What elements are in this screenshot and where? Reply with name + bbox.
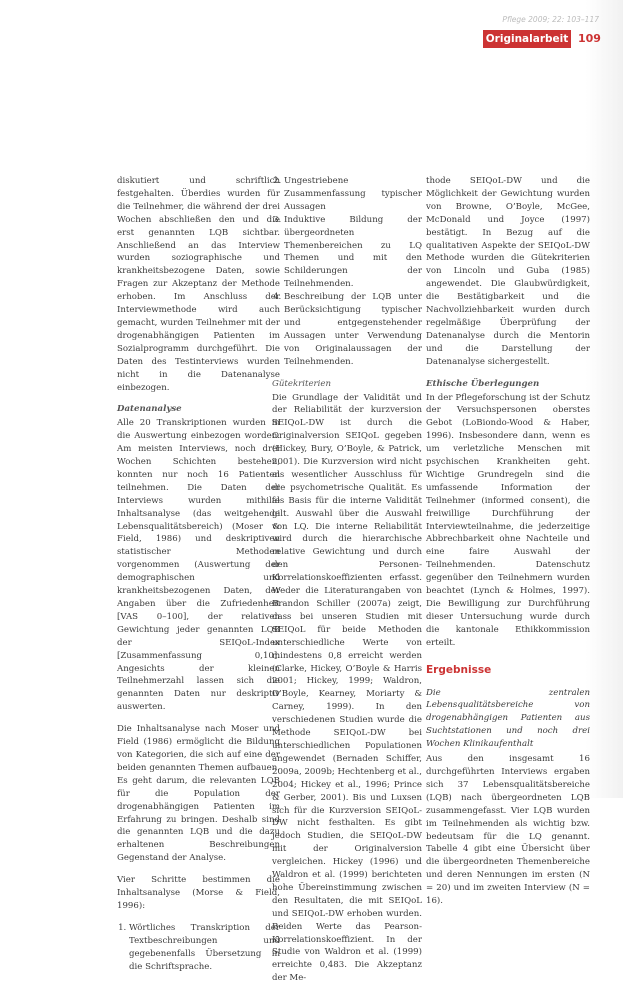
paragraph: Die Inhaltsanalyse nach Moser und Field (1986) ermöglicht die Bildung von Kategorien, die sich auf eine der beiden genannten Themen aufbauen. Es geht darum, die relevanten LQB für die Population der drogenabhängigen Patienten im Erfahrung zu bringen. Deshalb sind die genannten LQB und die dazu erhaltenen Beschreibungen Gegenstand der Analyse. [117, 724, 280, 864]
section-label: Originalarbeit [483, 30, 571, 48]
paragraph: Die Grundlage der Validität und der Reliabilität der kurzversion SEIQoL-DW ist durch die Originalversion SEIQoL gegeben (Hickey, Bury, O’Boyle, & Patrick, 2001). Die Kurzversion wird nicht als wesentlicher Ausschluss für die psychometrische Qualität. Es als Basis für die interne Validität gilt. Auswahl über die Auswahl von LQ. Die interne Reliabilität wird durch die hierarchische relative Gewichtung und durch den Personen-Korrelationskoeffizienten erfasst. Weder die Literaturangaben von Brandon Schiller (2007a) zeigt, dass bei unseren Studien mit SEIQoL für beide Methoden unterschiedliche Werte von mindestens 0,8 erreicht werden (Clarke, Hickey, O’Boyle & Harris 2001; Hickey, 1999; Waldron, O’Boyle, Kearney, Moriarty & Carney, 1999). In den verschiedenen Studien wurde die Methode SEIQoL-DW bei unterschiedlichen Populationen angewendet (Bernaden Schiffer, 2009a, 2009b; Hechtenberg et al., 2004; Hickey et al., 1996; Prince & Gerber, 2001). Bis und Luxsen sich für die Kurzversion SEIQoL-DW nicht festhalten. Es gibt jedoch Studien, die SEIQoL-DW mit der Originalversion vergleichen. Hickey (1996) und Waldron et al. (1999) berichteten hohe Übereinstimmung zwischen den Resultaten, die mit SEIQoL und SEIQoL-DW erhoben wurden. Beiden Werte das Pearson-Korrelationskoeffizient. In der Studie von Waldron et al. (1999) erreichte 0,483. Die Akzeptanz der Me- [272, 392, 422, 984]
paragraph: Aus den insgesamt 16 durchgeführten Interviews ergaben sich 37 Lebensqualitätsbereiche (LQB) nach übergeordneten LQB zusammengefasst. Vier LQB wurden im Teilnehmenden als wichtig bzw. bedeutsam für die LQ genannt. Tabelle 4 gibt eine Übersicht über die übergeordneten Themenbereiche und deren Nennungen im ersten (N = 20) und im zweiten Interview (N = 16). [426, 754, 590, 907]
list-item: 4. Beschreibung der LQB unter Berücksichtigung typischer und entgegenstehender Aussagen unter Verwendung von Originalaussagen der Teilnehmenden. [284, 291, 422, 368]
analysis-steps-list [117, 922, 280, 974]
section-heading-ergebnisse: Ergebnisse [426, 663, 492, 676]
text-column-left [117, 175, 280, 982]
paragraph: Alle 20 Transkriptionen wurden in die Auswertung einbezogen worden. Am meisten Interviews, noch drei Wochen Schichten bestehen, konnten nur noch 16 Patienten teilnehmen. Die Daten der Interviews wurden mithilfe Inhaltsanalyse (das weitgehende Lebensqualitätsbereich) (Moser & Field, 1986) und deskriptiven statistischer Methoden vorgenommen (Auswertung der demographischen und krankheitsbezogenen Daten, der Angaben über die Zufriedenheit [VAS 0–100], der relativen Gewichtung jeder genannten LQB der SEIQoL-Index [Zusammenfassung 0,10]. Angesichts der kleinen Teilnehmerzahl lassen sich die genannten Daten nur deskriptiv auswerten. [117, 418, 280, 713]
analysis-steps-list-continued [272, 175, 422, 369]
text-column-middle [272, 175, 422, 994]
section-heading-ethik: Ethische Überlegungen [426, 378, 540, 389]
paragraph: Vier Schritte bestimmen die Inhaltsanalyse (Morse & Field, 1996): [117, 875, 280, 911]
text-column-right [426, 175, 590, 917]
section-heading-guetekriterien: Gütekriterien [272, 378, 332, 389]
list-item: 2. Ungestriebene Zusammenfassung typischer Aussagen [284, 175, 422, 214]
page-number: 109 [578, 32, 601, 45]
list-item: 1. Wörtliches Transkription der Textbeschreibungen und gegebenenfalls Übersetzung in die Schriftsprache. [129, 922, 280, 974]
paragraph: In der Pflegeforschung ist der Schutz der Versuchspersonen oberstes Gebot (LoBiondo-Wood & Haber, 1996). Insbesondere dann, wenn es um verletzliche Menschen mit psychischen Krankheiten geht. Wichtige Grundregeln sind die umfassende Information der Teilnehmer (informed consent), die freiwillige Durchführung der Interviewteilnahme, die jederzeitige Abbrechbarkeit ohne Nachteile und eine faire Auswahl der Teilnehmenden. Datenschutz gegenüber den Teilnehmern wurden beachtet (Lynch & Holmes, 1997). Die Bewilligung zur Durchführung dieser Untersuchung wurde durch die kantonale Ethikkommission erteilt. [426, 392, 590, 648]
subheading-lebensqualitaet: Die zentralen Lebensqualitätsbereiche von drogenabhängigen Patienten aus Suchtstationen und noch drei Wochen Klinikaufenthalt [426, 687, 590, 750]
paragraph: diskutiert und schriftlich festgehalten. Überdies wurden für die Teilnehmer, die während der drei Wochen abschließen den und die erst genannten LQB sichtbar. Anschließend an das Interview wurden soziographische und krankheitsbezogene Daten, sowie Fragen zur Akzeptanz der Methode erhoben. Im Anschluss der Interviewmethode wird auch gemacht, wurden Teilnehmer mit der drogenabhängigen Patienten im Sozialprogramm durchgeführt. Die Daten des Testinterviews wurden nicht in die Datenanalyse einbezogen. [117, 176, 280, 393]
paragraph: thode SEIQoL-DW und die Möglichkeit der Gewichtung wurden von Browne, O’Boyle, McGee, McDonald und Joyce (1997) bestätigt. In Bezug auf die qualitativen Aspekte der SEIQoL-DW Methode wurden die Gütekriterien von Lincoln und Guba (1985) angewendet. Die Glaubwürdigkeit, die Bestätigbarkeit und die Nachvollziehbarkeit wurden durch regelmäßige Überprüfung der Datenanalyse durch die Mentorin und die Darstellung der Datenanalyse sichergestellt. [426, 176, 590, 367]
list-item: 3. Induktive Bildung der übergeordneten Themenbereichen zu LQ Themen und mit den Schilderungen der Teilnehmenden. [284, 214, 422, 291]
journal-reference: Pflege 2009; 22: 103–117 [502, 15, 599, 24]
section-heading-datenanalyse: Datenanalyse [117, 404, 182, 415]
